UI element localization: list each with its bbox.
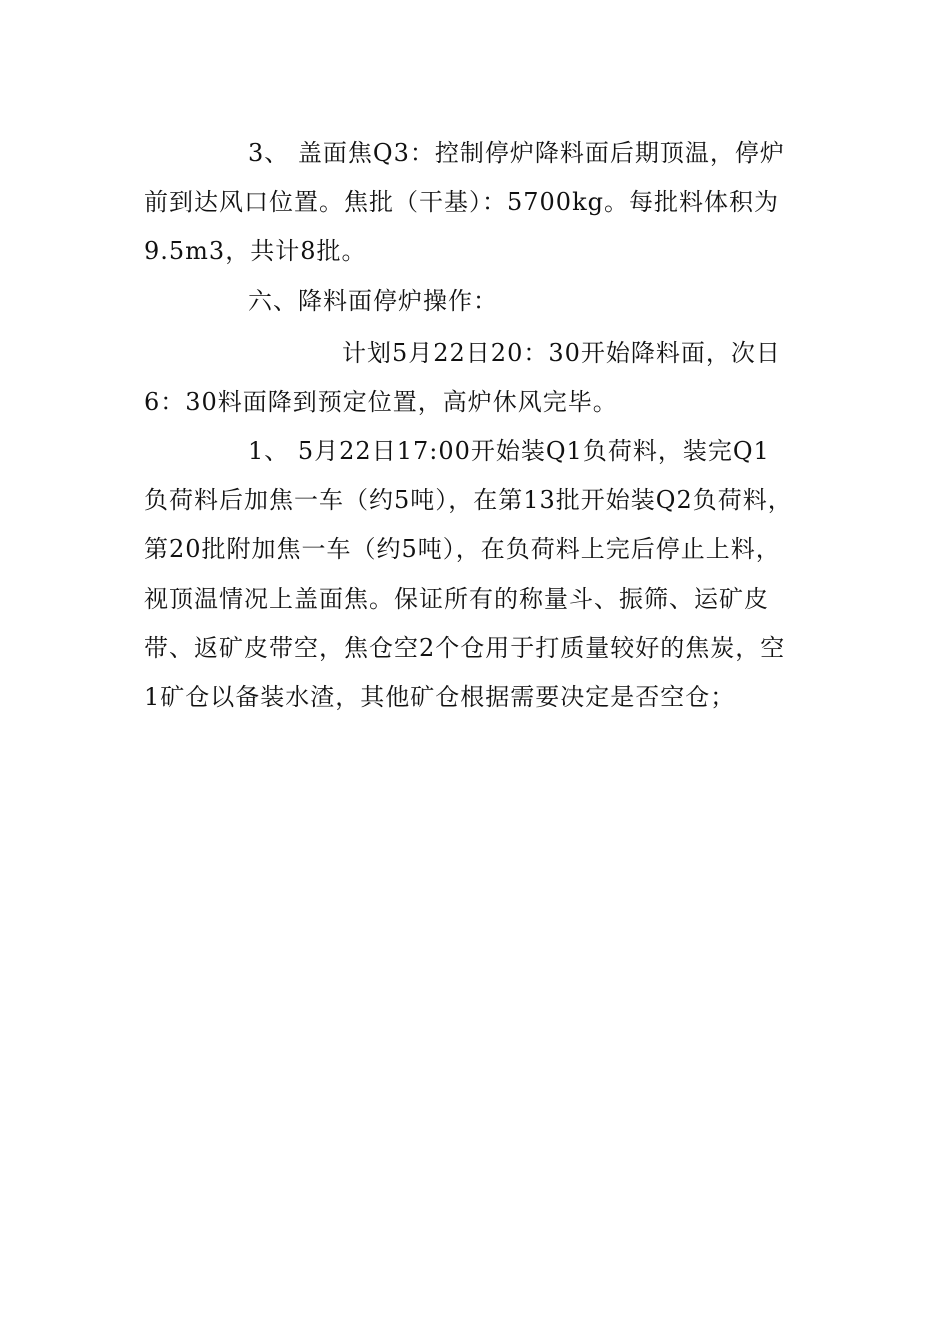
- paragraph-item-1-line: 1、 5月22日17:00开始装Q1负荷料，装完Q1: [248, 437, 770, 465]
- paragraph-item-1-line: 负荷料后加焦一车（约5吨），在第13批开始装Q2负荷料，: [144, 486, 793, 514]
- paragraph-item-1-line: 带、返矿皮带空，焦仓空2个仓用于打质量较好的焦炭，空: [144, 634, 786, 662]
- paragraph-plan-line: 计划5月22日20：30开始降料面，次日: [342, 339, 781, 367]
- section-heading-6: 六、降料面停炉操作：: [248, 287, 498, 315]
- paragraph-item-1-line: 视顶温情况上盖面焦。保证所有的称量斗、振筛、运矿皮: [144, 585, 769, 613]
- paragraph-item-1-line: 第20批附加焦一车（约5吨），在负荷料上完后停止上料，: [144, 535, 781, 563]
- paragraph-plan-line: 6：30料面降到预定位置，高炉休风完毕。: [144, 388, 618, 416]
- paragraph-item-3-line: 前到达风口位置。焦批（干基）：5700kg。每批料体积为: [144, 188, 779, 216]
- paragraph-item-3-line: 9.5m3，共计8批。: [144, 237, 367, 265]
- paragraph-item-3-line: 3、 盖面焦Q3：控制停炉降料面后期顶温，停炉: [248, 139, 785, 167]
- paragraph-item-1-line: 1矿仓以备装水渣，其他矿仓根据需要决定是否空仓；: [144, 683, 736, 711]
